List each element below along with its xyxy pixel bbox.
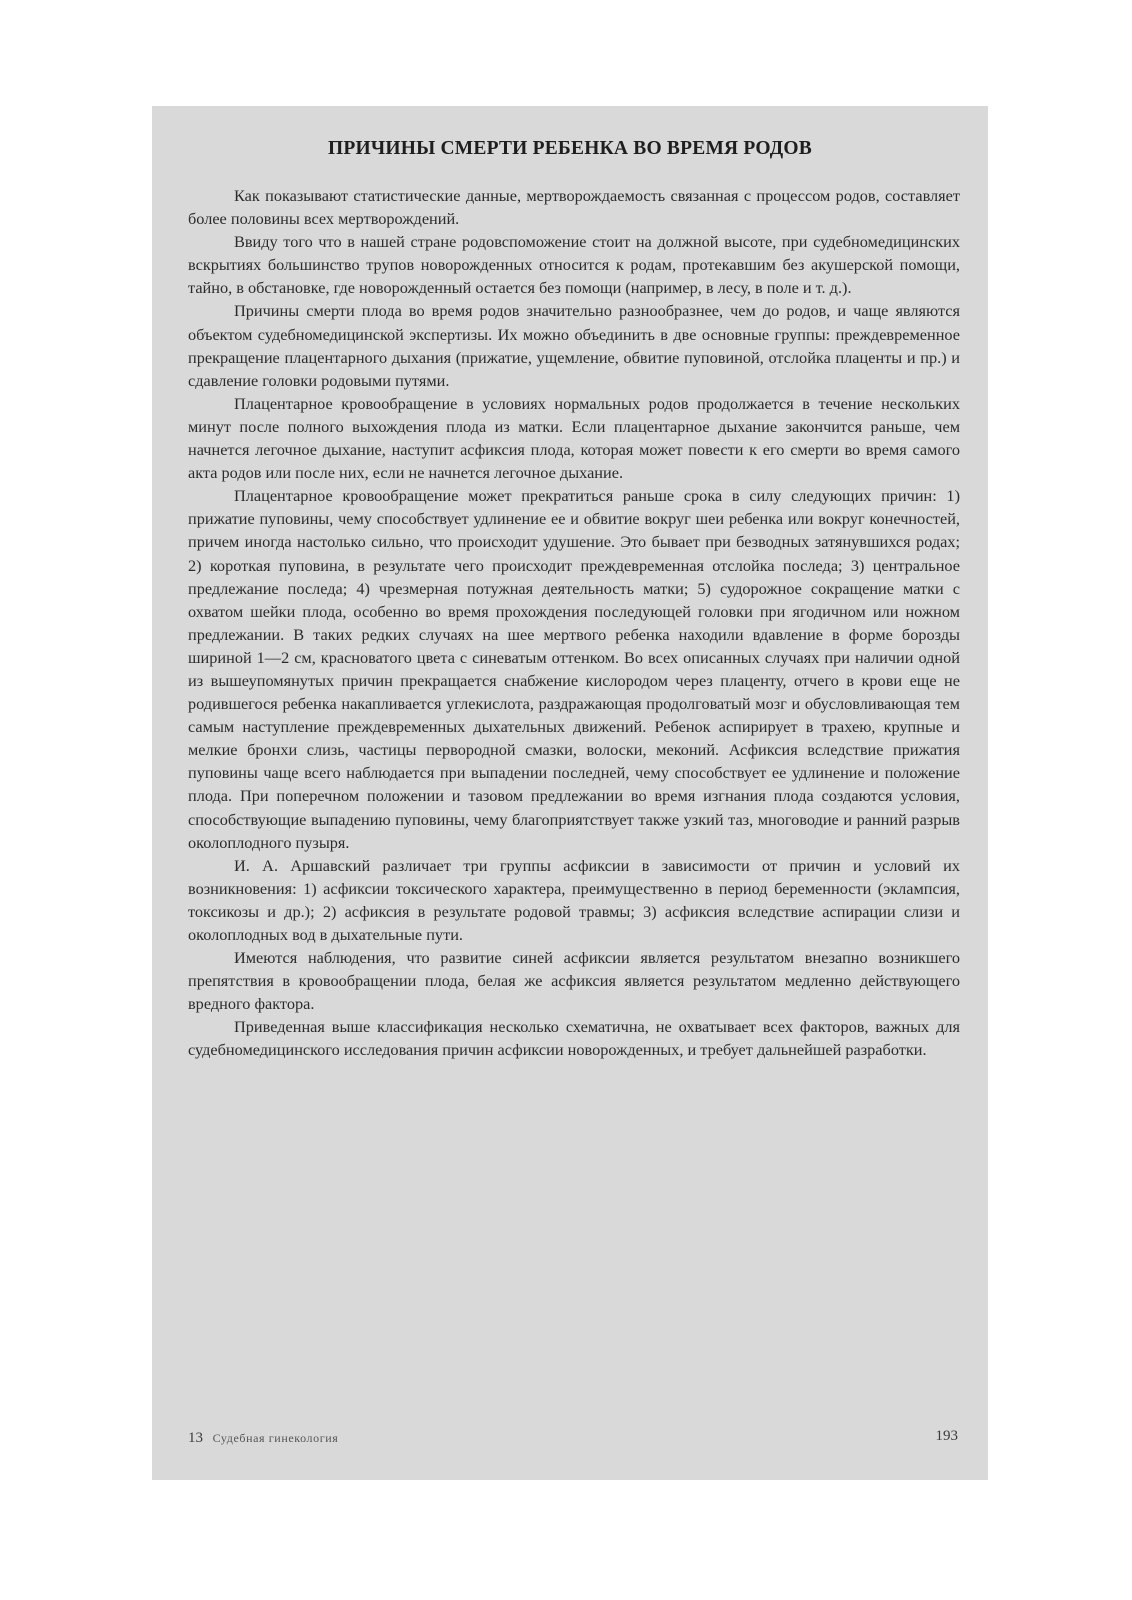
paragraph: Плацентарное кровообращение в условиях нормальных родов продолжается в течение нескольких минут после полного выхождения плода из матки. Если плацентарное дыхание закончится раньше, чем начнется легочное дыхание, наступит асфиксия плода, которая может повести к его смерти во время самого акта родов или после них, если не начнется легочное дыхание. [188,393,960,483]
running-head: Судебная гинекология [212,1431,339,1445]
paragraph: Плацентарное кровообращение может прекратиться раньше срока в силу следующих причин: 1) прижатие пуповины, чему способствует удлинение ее и обвитие вокруг шеи ребенка или вокруг конечностей, причем иногда настолько сильно, что происходит удушение. Это бывает при безводных затянувшихся родах; 2) короткая пуповина, в результате чего происходит преждевременная отслойка последа; 3) центральное предлежание последа; 4) чрезмерная потужная деятельность матки; 5) судорожное сокращение матки с охватом шейки плода, особенно во время прохождения последующей головки при ягодичном или ножном предлежании. В таких редких случаях на шее мертвого ребенка находили вдавление в форме борозды шириной 1—2 см, красноватого цвета с синеватым оттенком. Во всех описанных случаях при наличии одной из вышеупомянутых причин прекращается снабжение кислородом через плаценту, отчего в крови еще не родившегося ребенка накапливается углекислота, раздражающая продолговатый мозг и обусловливающая тем самым наступление преждевременных дыхательных движений. Ребенок аспирирует в трахею, крупные и мелкие бронхи слизь, частицы первородной смазки, волоски, меконий. Асфиксия вследствие прижатия пуповины чаще всего наблюдается при выпадении последней, чему способствует ее удлинение и положение плода. При поперечном положении и тазовом предлежании во время изгнания плода создаются условия, способствующие выпадению пуповины, чему благоприятствует также узкий таз, многоводие и ранний разрыв околоплодного пузыря. [188,486,960,852]
page-title: ПРИЧИНЫ СМЕРТИ РЕБЕНКА ВО ВРЕМЯ РОДОВ [327,138,812,159]
paragraph: Имеются наблюдения, что развитие синей асфиксии является результатом внезапно возникшего препятствия в кровообращении плода, белая же асфиксия является результатом медленно действующего вредного фактора. [188,948,960,1014]
scanned-page [152,106,988,1480]
paragraph: И. А. Аршавский различает три группы асфиксии в зависимости от причин и условий их возникновения: 1) асфиксии токсического характера, преимущественно в период беременности (эклампсия, токсикозы и др.); 2) асфиксия в результате родовой травмы; 3) асфиксия вследствие аспирации слизи и околоплодных вод в дыхательные пути. [188,855,960,944]
paragraph: Причины смерти плода во время родов значительно разнообразнее, чем до родов, и чаще являются объектом судебномедицинской экспертизы. Их можно объединить в две основные группы: преждевременное прекращение плацентарного дыхания (прижатие, ущемление, обвитие пуповиной, отслойка плаценты и пр.) и сдавление головки родовыми путями. [188,301,960,390]
page-footer [188,1430,338,1447]
paragraph: Как показывают статистические данные, мертворождаемость связанная с процессом родов, составляет более половины всех мертворождений. [188,186,960,229]
paragraph: Приведенная выше классификация несколько схематична, не охватывает всех факторов, важных для судебномедицинского исследования причин асфиксии новорожденных, и требует дальнейшей разработки. [188,1017,960,1060]
page-number: 193 [935,1428,958,1444]
body-text [188,184,960,1062]
paragraph: Ввиду того что в нашей стране родовспоможение стоит на должной высоте, при судебномедицинских вскрытиях большинство трупов новорожденных относится к родам, протекавшим без акушерской помощи, тайно, в обстановке, где новорожденный остается без помощи (например, в лесу, в поле и т. д.). [188,232,960,298]
signature-mark: 13 [188,1430,203,1446]
